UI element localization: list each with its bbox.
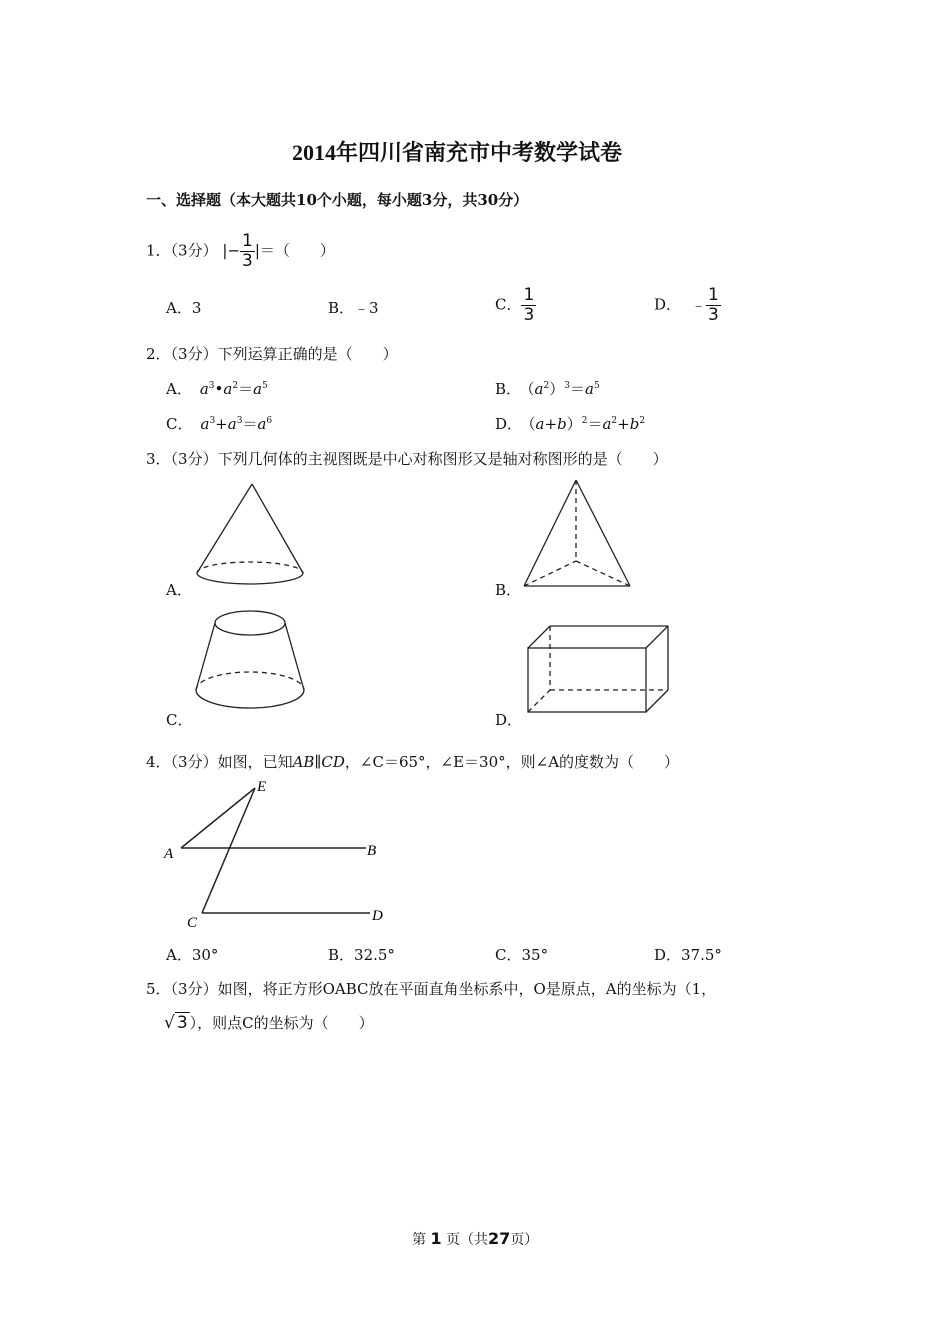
parallel-symbol: ∥ [314,753,322,771]
option-label: B． [495,380,522,398]
q4-option-b[interactable] [328,944,395,965]
footer-suffix: 页） [510,1232,539,1248]
question-text: ），则点C的坐标为（ ） [189,1014,374,1032]
frustum-figure [190,608,310,718]
option-label: B． [328,299,355,317]
q4-option-a[interactable] [166,944,218,965]
segment-ab: AB [292,753,315,771]
footer-prefix: 第 [412,1232,426,1248]
sqrt-expression: √ 3 [164,1013,188,1033]
question-text: （3分）下列几何体的主视图既是中心对称图形又是轴对称图形的是（ ） [170,450,668,468]
question-text: （3分）下列运算正确的是（ ） [170,345,398,363]
question-text: （3分）如图，已知 [170,753,293,771]
question-5-line2 [164,1012,374,1033]
question-number: 3． [146,450,171,468]
question-3 [146,448,668,469]
fraction [521,286,536,325]
option-label: B． [328,946,355,964]
option-formula: $(a+b)^2=a^2+b^2$ [528,415,646,433]
question-1 [146,232,335,271]
option-label: D． [654,295,682,314]
question-4 [146,751,679,772]
q1-option-b[interactable] [328,297,379,318]
option-text: 32.5° [354,946,395,964]
footer-middle: 页（共 [446,1232,489,1248]
abs-bar-right: | [254,241,260,260]
option-label: C． [495,946,522,964]
fraction-numerator: 1 [708,285,719,305]
q2-option-a[interactable] [166,378,268,399]
option-text: 30° [191,946,219,964]
option-label: A． [166,380,192,398]
label-d: D [372,908,383,924]
question-number: 2． [146,345,171,363]
option-text: 35° [521,946,549,964]
q2-option-c[interactable] [166,413,272,434]
question-text: （3分）如图，将正方形OABC放在平面直角坐标系中，O是原点，A的坐标为（1， [170,980,717,998]
q3-option-d[interactable]: D． [495,711,523,729]
option-label: C． [166,415,193,433]
segment-cd: CD [321,753,345,771]
question-number: 5． [146,980,171,998]
fraction [706,286,721,325]
fraction-numerator: 1 [523,285,535,305]
question-2 [146,343,398,364]
sqrt-value: 3 [176,1013,188,1033]
question-tail: ＝（ ） [259,241,335,260]
minus-sign: − [227,241,241,260]
label-c: C [187,915,198,931]
question-5 [146,978,716,999]
label-e: E [257,779,267,795]
q3-option-a[interactable]: A． [166,581,192,599]
q3-option-c[interactable]: C． [166,711,193,729]
option-text: 37.5° [681,946,722,964]
fraction [240,232,255,271]
question-number: 1． [146,241,171,260]
label-a: A [164,846,174,862]
option-sign: ﹣ [691,295,707,314]
option-label: D． [654,946,682,964]
option-label: A． [166,299,192,317]
q4-option-c[interactable] [495,944,548,965]
option-label: A． [166,946,192,964]
fraction-denominator: 3 [708,305,719,325]
cone-figure [190,478,310,590]
option-label: C． [495,295,522,314]
question-number: 4． [146,753,171,771]
box-figure [522,620,674,718]
question-text-tail: ，∠C＝65°，∠E＝30°，则∠A的度数为（ ） [344,753,680,771]
section-heading: 一、选择题（本大题共10个小题，每小题3分，共30分） [146,191,529,209]
q2-option-d[interactable] [495,413,645,434]
page-title: 2014年四川省南充市中考数学试卷 [292,140,623,165]
fraction-denominator: 3 [242,251,253,271]
q3-option-b[interactable]: B． [495,581,522,599]
pyramid-figure [518,476,636,592]
label-b: B [367,843,377,859]
fraction-numerator: 1 [242,231,253,251]
option-formula: $(a^2)^3=a^5$ [527,380,600,398]
option-label: D． [495,415,523,433]
fraction-denominator: 3 [523,305,535,325]
question-score: （3分） [170,241,218,260]
total-pages: 27 [488,1229,511,1248]
option-text: 3 [191,299,202,317]
page-number: 1 [430,1229,442,1248]
q1-option-c[interactable] [495,286,536,325]
page-footer [412,1229,538,1249]
option-formula: $a^3•a^2=a^5$ [199,380,268,398]
option-text: ﹣3 [354,299,379,317]
q2-option-b[interactable] [495,378,600,399]
parallel-lines-figure [158,775,398,935]
q1-option-d[interactable] [654,286,721,325]
option-formula: $a^3+a^3=a^6$ [200,415,273,433]
q4-option-d[interactable] [654,944,722,965]
abs-bar-left: | [222,241,228,260]
q1-option-a[interactable] [166,297,201,318]
